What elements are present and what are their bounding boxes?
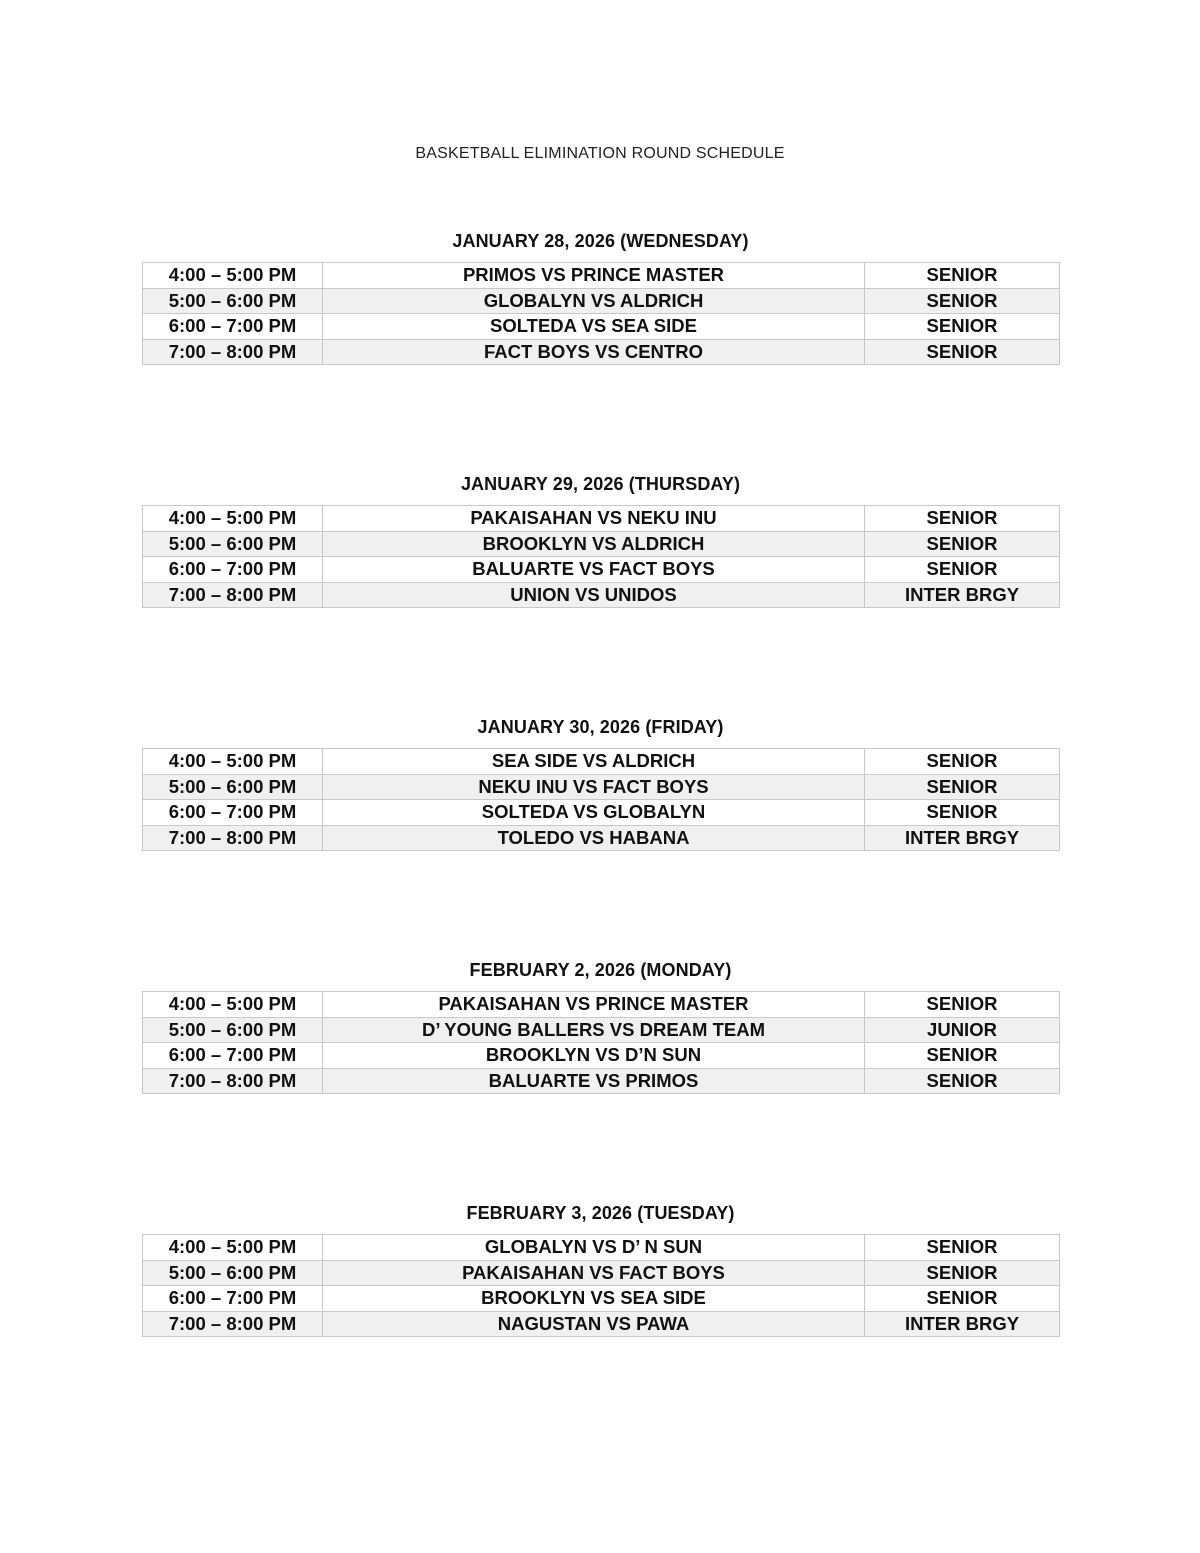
match-cell: PAKAISAHAN VS FACT BOYS <box>323 1260 865 1286</box>
division-cell: SENIOR <box>865 1286 1060 1312</box>
table-row <box>143 531 1060 557</box>
division-cell: SENIOR <box>865 800 1060 826</box>
division-cell: SENIOR <box>865 288 1060 314</box>
division-cell: SENIOR <box>865 557 1060 583</box>
table-row <box>143 1068 1060 1094</box>
time-cell: 5:00 – 6:00 PM <box>143 531 323 557</box>
table-row <box>143 582 1060 608</box>
day-heading: JANUARY 28, 2026 (WEDNESDAY) <box>452 231 749 251</box>
division-cell: SENIOR <box>865 1043 1060 1069</box>
match-cell: BROOKLYN VS SEA SIDE <box>323 1286 865 1312</box>
schedule-table <box>142 262 1060 365</box>
match-cell: PAKAISAHAN VS PRINCE MASTER <box>323 992 865 1018</box>
match-cell: GLOBALYN VS D’ N SUN <box>323 1235 865 1261</box>
division-cell: SENIOR <box>865 1068 1060 1094</box>
match-cell: PAKAISAHAN VS NEKU INU <box>323 506 865 532</box>
table-row <box>143 749 1060 775</box>
schedule-table <box>142 1234 1060 1337</box>
time-cell: 5:00 – 6:00 PM <box>143 774 323 800</box>
match-cell: BROOKLYN VS D’N SUN <box>323 1043 865 1069</box>
table-row <box>143 314 1060 340</box>
table-row <box>143 800 1060 826</box>
division-cell: SENIOR <box>865 749 1060 775</box>
table-row <box>143 825 1060 851</box>
division-cell: SENIOR <box>865 1235 1060 1261</box>
table-row <box>143 288 1060 314</box>
time-cell: 7:00 – 8:00 PM <box>143 582 323 608</box>
time-cell: 4:00 – 5:00 PM <box>143 1235 323 1261</box>
division-cell: INTER BRGY <box>865 825 1060 851</box>
time-cell: 4:00 – 5:00 PM <box>143 506 323 532</box>
table-row <box>143 1311 1060 1337</box>
document-title: BASKETBALL ELIMINATION ROUND SCHEDULE <box>415 145 785 162</box>
division-cell: INTER BRGY <box>865 1311 1060 1337</box>
match-cell: SOLTEDA VS SEA SIDE <box>323 314 865 340</box>
schedule-table <box>142 991 1060 1094</box>
day-heading: JANUARY 29, 2026 (THURSDAY) <box>460 474 741 494</box>
time-cell: 6:00 – 7:00 PM <box>143 557 323 583</box>
match-cell: TOLEDO VS HABANA <box>323 825 865 851</box>
table-row <box>143 992 1060 1018</box>
match-cell: SEA SIDE VS ALDRICH <box>323 749 865 775</box>
time-cell: 6:00 – 7:00 PM <box>143 314 323 340</box>
division-cell: SENIOR <box>865 506 1060 532</box>
day-heading: FEBRUARY 3, 2026 (TUESDAY) <box>466 1203 735 1223</box>
division-cell: SENIOR <box>865 774 1060 800</box>
table-row <box>143 1286 1060 1312</box>
division-cell: SENIOR <box>865 1260 1060 1286</box>
division-cell: SENIOR <box>865 531 1060 557</box>
match-cell: UNION VS UNIDOS <box>323 582 865 608</box>
table-row <box>143 263 1060 289</box>
match-cell: D’ YOUNG BALLERS VS DREAM TEAM <box>323 1017 865 1043</box>
match-cell: PRIMOS VS PRINCE MASTER <box>323 263 865 289</box>
match-cell: BROOKLYN VS ALDRICH <box>323 531 865 557</box>
time-cell: 6:00 – 7:00 PM <box>143 1286 323 1312</box>
time-cell: 6:00 – 7:00 PM <box>143 800 323 826</box>
division-cell: SENIOR <box>865 314 1060 340</box>
division-cell: SENIOR <box>865 263 1060 289</box>
table-row <box>143 339 1060 365</box>
division-cell: INTER BRGY <box>865 582 1060 608</box>
match-cell: FACT BOYS VS CENTRO <box>323 339 865 365</box>
time-cell: 7:00 – 8:00 PM <box>143 825 323 851</box>
day-heading: FEBRUARY 2, 2026 (MONDAY) <box>469 960 732 980</box>
match-cell: NAGUSTAN VS PAWA <box>323 1311 865 1337</box>
match-cell: GLOBALYN VS ALDRICH <box>323 288 865 314</box>
match-cell: BALUARTE VS PRIMOS <box>323 1068 865 1094</box>
table-row <box>143 557 1060 583</box>
day-heading: JANUARY 30, 2026 (FRIDAY) <box>477 717 724 737</box>
match-cell: NEKU INU VS FACT BOYS <box>323 774 865 800</box>
time-cell: 7:00 – 8:00 PM <box>143 1068 323 1094</box>
time-cell: 4:00 – 5:00 PM <box>143 992 323 1018</box>
table-row <box>143 1260 1060 1286</box>
table-row <box>143 506 1060 532</box>
time-cell: 4:00 – 5:00 PM <box>143 749 323 775</box>
time-cell: 5:00 – 6:00 PM <box>143 288 323 314</box>
table-row <box>143 1017 1060 1043</box>
table-row <box>143 774 1060 800</box>
time-cell: 4:00 – 5:00 PM <box>143 263 323 289</box>
schedule-table <box>142 505 1060 608</box>
match-cell: SOLTEDA VS GLOBALYN <box>323 800 865 826</box>
time-cell: 5:00 – 6:00 PM <box>143 1260 323 1286</box>
division-cell: JUNIOR <box>865 1017 1060 1043</box>
table-row <box>143 1235 1060 1261</box>
match-cell: BALUARTE VS FACT BOYS <box>323 557 865 583</box>
time-cell: 5:00 – 6:00 PM <box>143 1017 323 1043</box>
schedule-table <box>142 748 1060 851</box>
time-cell: 7:00 – 8:00 PM <box>143 339 323 365</box>
time-cell: 6:00 – 7:00 PM <box>143 1043 323 1069</box>
time-cell: 7:00 – 8:00 PM <box>143 1311 323 1337</box>
division-cell: SENIOR <box>865 992 1060 1018</box>
division-cell: SENIOR <box>865 339 1060 365</box>
table-row <box>143 1043 1060 1069</box>
